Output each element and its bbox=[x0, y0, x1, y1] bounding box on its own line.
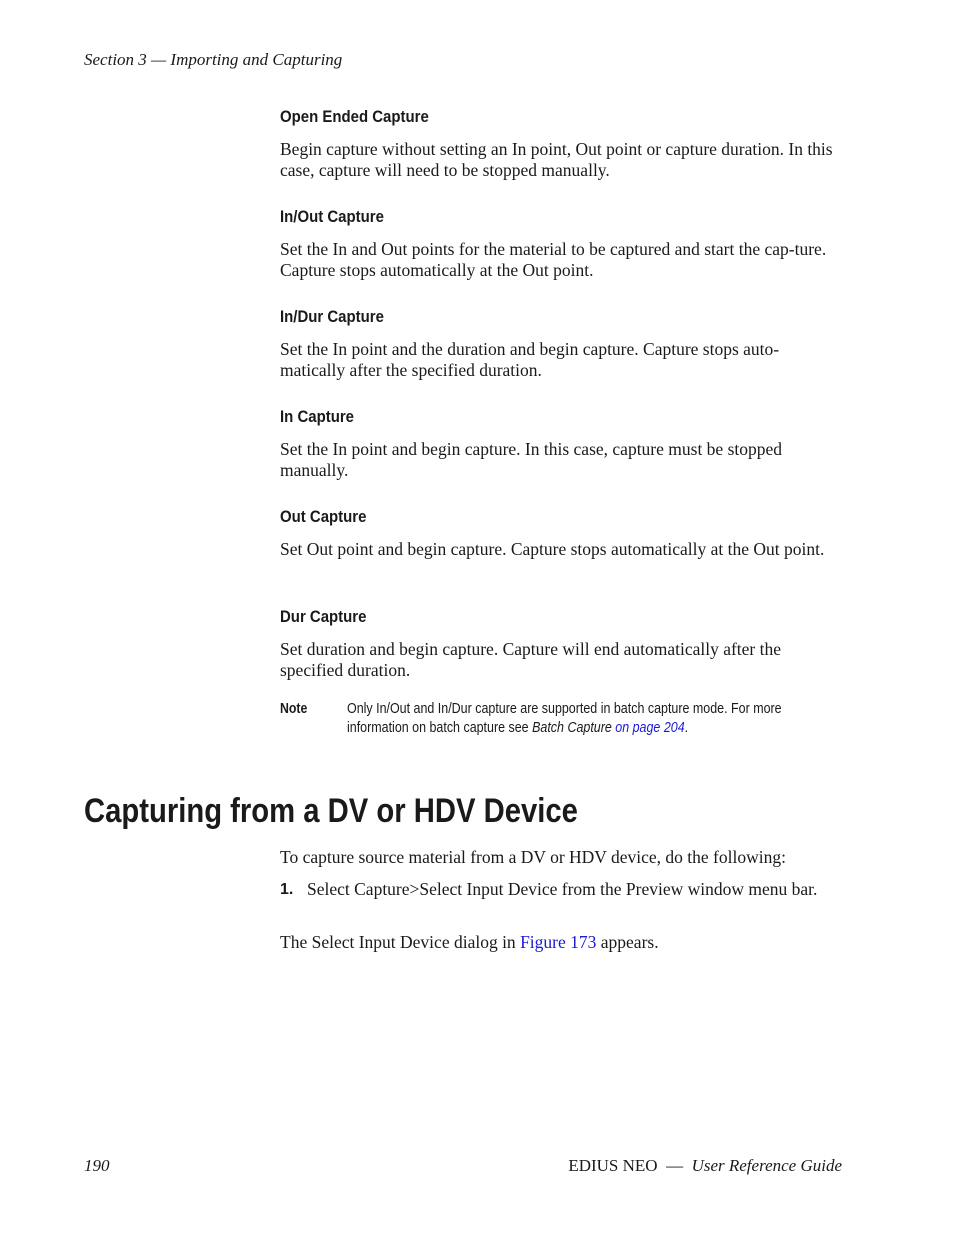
subheading: In/Out Capture bbox=[280, 207, 384, 226]
note-ref-title: Batch Capture bbox=[532, 720, 612, 736]
subheading: In Capture bbox=[280, 407, 354, 426]
subheading: In/Dur Capture bbox=[280, 307, 384, 326]
capture-mode-out bbox=[280, 504, 842, 604]
running-header: Section 3 — Importing and Capturing bbox=[84, 50, 343, 69]
paragraph: Begin capture without setting an In point, Out point or capture duration. In this case, capture will need to be stopped manually. bbox=[280, 139, 833, 180]
section-title: Capturing from a DV or HDV Device bbox=[84, 792, 578, 830]
note-label: Note bbox=[280, 701, 308, 717]
paragraph: Set the In point and the duration and begin capture. Capture stops auto-matically after the specified duration. bbox=[280, 339, 780, 380]
capture-mode-open-ended bbox=[280, 104, 842, 204]
capture-mode-in-dur bbox=[280, 304, 842, 404]
step-text: Select Capture>Select Input Device from the Preview window menu bar. bbox=[307, 879, 818, 899]
step-number: 1. bbox=[280, 881, 294, 898]
capture-mode-in bbox=[280, 404, 842, 504]
page-number: 190 bbox=[84, 1156, 110, 1175]
capture-modes-list bbox=[280, 104, 842, 704]
capture-mode-in-out bbox=[280, 204, 842, 304]
figure-link[interactable]: Figure 173 bbox=[520, 932, 597, 952]
paragraph: Set Out point and begin capture. Capture stops automatically at the Out point. bbox=[280, 539, 825, 559]
capture-mode-dur bbox=[280, 604, 842, 704]
subheading: Out Capture bbox=[280, 507, 367, 526]
paragraph: Set the In and Out points for the material to be captured and start the cap-ture. Capture stops automatically at the Out point. bbox=[280, 239, 827, 280]
footer-guide-title: User Reference Guide bbox=[691, 1156, 842, 1175]
footer-title bbox=[568, 1156, 842, 1176]
note-text-before: Only In/Out and In/Dur capture are supported in batch capture mode. For more information on batch capture see bbox=[347, 701, 782, 736]
subheading: Open Ended Capture bbox=[280, 107, 429, 126]
footer-separator: — bbox=[666, 1156, 684, 1175]
footer-product: EDIUS NEO bbox=[568, 1156, 658, 1175]
note-page-link[interactable]: on page 204 bbox=[615, 720, 685, 736]
note-text bbox=[347, 700, 794, 738]
paragraph: Set the In point and begin capture. In this case, capture must be stopped manually. bbox=[280, 439, 783, 480]
subheading: Dur Capture bbox=[280, 607, 367, 626]
followup-text-after: appears. bbox=[596, 932, 659, 952]
followup-paragraph bbox=[280, 932, 840, 953]
followup-text-before: The Select Input Device dialog in bbox=[280, 932, 521, 952]
paragraph: Set duration and begin capture. Capture will end automatically after the specified duration. bbox=[280, 639, 782, 680]
intro-paragraph: To capture source material from a DV or HDV device, do the following: bbox=[280, 847, 786, 867]
note-text-after: . bbox=[684, 720, 689, 736]
